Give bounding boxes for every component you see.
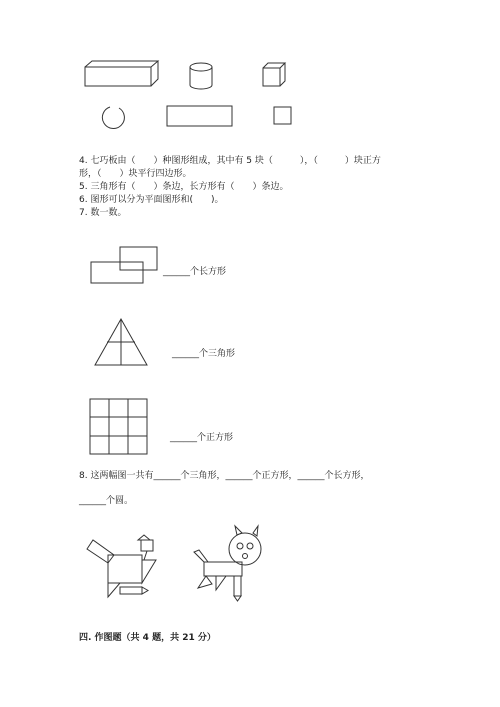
count-triangles-blank: ______个三角形 [172, 349, 236, 359]
cuboid-figure [82, 60, 162, 88]
question-7: 7. 数一数。 [79, 208, 127, 218]
question-4-line-1: 4. 七巧板由（ ）种图形组成，其中有 5 块（ ），（ ）块正方 [79, 156, 381, 166]
shape-bird-figure [86, 535, 166, 601]
question-8-line-1: 8. 这两幅图一共有______个三角形，______个正方形，______个长方形， [79, 471, 370, 481]
square-figure [273, 106, 293, 126]
question-5: 5. 三角形有（ ）条边，长方形有（ ）条边。 [79, 182, 289, 192]
cube-figure [262, 62, 288, 88]
overlapping-rectangles-figure [90, 246, 160, 286]
square-grid-figure [89, 398, 149, 458]
shape-cat-figure [192, 524, 272, 606]
question-6: 6. 图形可以分为平面图形和( )。 [79, 195, 224, 205]
count-squares-blank: ______个正方形 [170, 433, 234, 443]
section-title: 四. 作图题（共 4 题，共 21 分） [79, 633, 216, 643]
count-rectangles-blank: ______个长方形 [163, 267, 227, 277]
circle-figure [99, 105, 127, 133]
cylinder-figure [188, 62, 216, 90]
question-4-line-2: 形，（ ）块平行四边形。 [79, 169, 192, 179]
rectangle-figure [166, 105, 234, 129]
divided-triangle-figure [94, 318, 150, 368]
question-8-line-2: ______个圆。 [79, 496, 134, 506]
